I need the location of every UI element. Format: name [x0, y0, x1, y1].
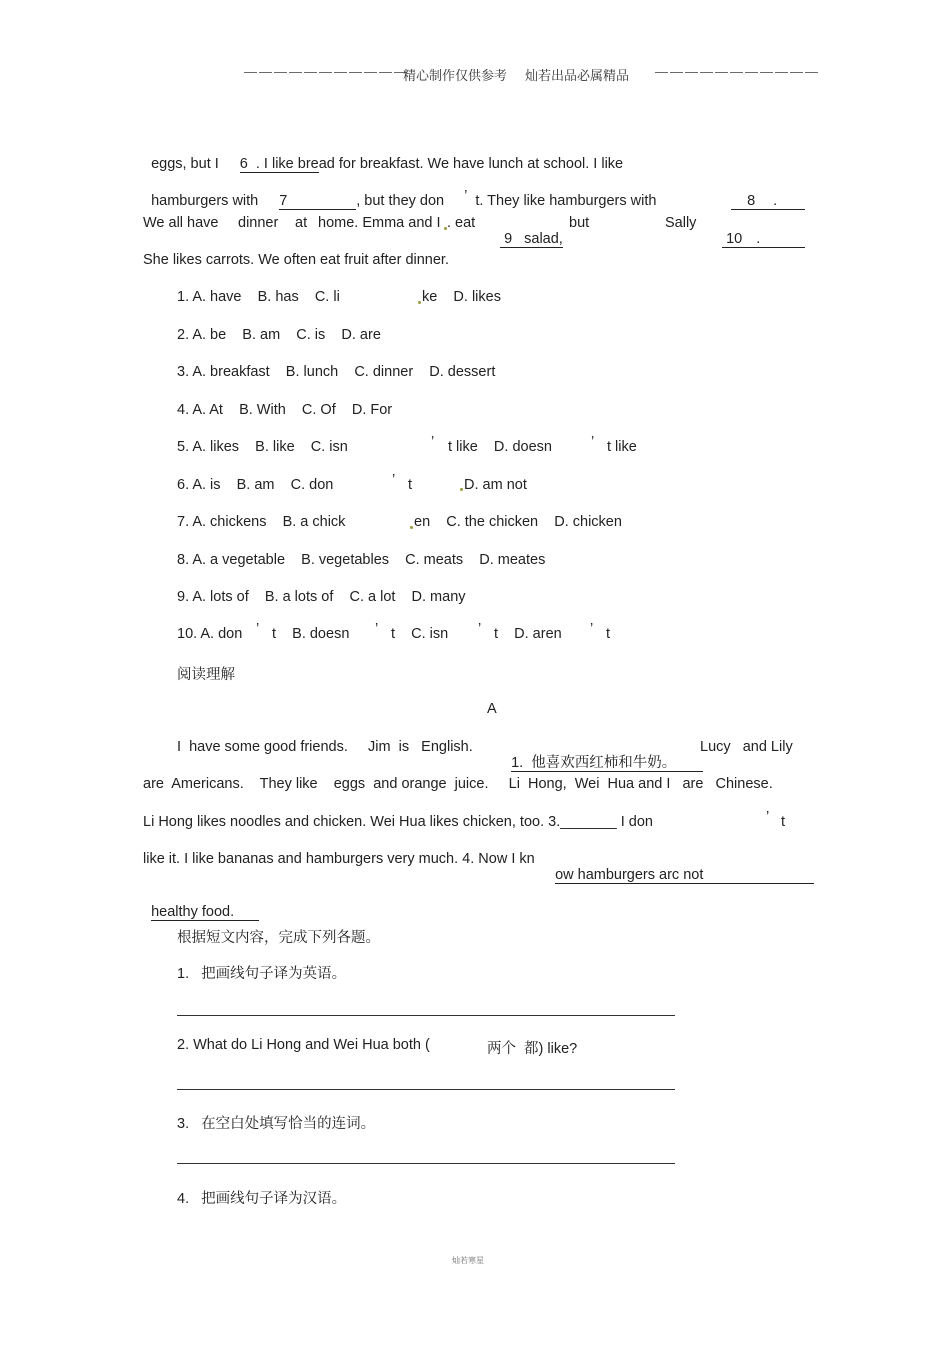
apostrophe: ’: [478, 621, 482, 637]
option-6-c: t: [408, 477, 413, 493]
option-5-c: t like D. doesn: [448, 439, 552, 455]
apostrophe: ’: [375, 621, 379, 637]
option-9: 9. A. lots of B. a lots of C. a lot D. many: [177, 589, 466, 605]
apostrophe: ’: [392, 472, 396, 488]
cloze-text: but: [569, 215, 590, 231]
apostrophe: ’: [766, 809, 770, 825]
ink-dot: [410, 526, 413, 529]
question-2: 2. What do Li Hong and Wei Hua both (: [177, 1037, 430, 1053]
question-2-cn: 两个 都) like?: [487, 1041, 578, 1057]
option-7-b: en C. the chicken D. chicken: [414, 514, 622, 530]
header-dashes-right: ———————————: [655, 64, 820, 79]
option-1-a: 1. A. have B. has C. li: [177, 289, 340, 305]
ink-dot: [418, 301, 421, 304]
underlined-sentence-4: ow hamburgers arc not: [555, 867, 814, 884]
apostrophe: ’: [464, 188, 468, 204]
passage-label: A: [487, 701, 497, 717]
option-1-b: ke D. likes: [422, 289, 501, 305]
question-1: 1. 把画线句子译为英语。: [177, 966, 347, 982]
passage-text: I have some good friends. Jim is English.: [177, 739, 473, 755]
footer-text: 灿若寒星: [452, 1256, 484, 1265]
apostrophe: ’: [591, 434, 595, 450]
passage-text: Lucy and Lily: [700, 739, 793, 755]
question-3: 3. 在空白处填写恰当的连词。: [177, 1116, 376, 1132]
option-10-c: t B. doesn: [272, 626, 350, 642]
cloze-text-underlined: . I like bre: [255, 156, 319, 172]
option-6-d: D. am not: [464, 477, 527, 493]
cloze-line-4: She likes carrots. We often eat fruit after dinner.: [143, 252, 449, 268]
section-heading: 阅读理解: [177, 667, 235, 683]
blank-9: 9 salad,: [500, 231, 563, 248]
option-10-i: t: [606, 626, 611, 642]
option-2: 2. A. be B. am C. is D. are: [177, 327, 381, 343]
apostrophe: ’: [256, 621, 260, 637]
header-text-left: 精心制作仅供参考: [403, 68, 508, 83]
underlined-sentence-4-cont-wrap: [143, 888, 259, 921]
cloze-line-1: [143, 140, 623, 173]
blank-10-wrap: [714, 215, 805, 248]
ink-dot: [460, 488, 463, 491]
cloze-text: . eat: [447, 215, 476, 231]
cloze-text: ad for breakfast. We have lunch at school. I like: [318, 156, 624, 172]
cloze-text: , but they don: [356, 193, 445, 209]
blank-8-wrap: [723, 177, 805, 210]
option-6-a: 6. A. is B. am C. don: [177, 477, 334, 493]
apostrophe: ’: [431, 434, 435, 450]
cloze-text: Sally: [665, 215, 697, 231]
option-8: 8. A. a vegetable B. vegetables C. meats D. meates: [177, 552, 546, 568]
underlined-sentence-1-wrap: [503, 739, 703, 772]
underlined-sentence-4-wrap: [547, 851, 814, 884]
passage-text: Li Hong likes noodles and chicken. Wei Hua likes chicken, too. 3._______ I don: [143, 814, 653, 830]
blank-7: 7: [279, 193, 356, 210]
answer-line-3[interactable]: [177, 1163, 675, 1164]
header-dashes-left: ———————————: [244, 64, 409, 79]
option-10-g: t D. aren: [494, 626, 562, 642]
cloze-text: We all have: [143, 215, 219, 231]
cloze-text: dinner: [238, 215, 279, 231]
option-5-a: 5. A. likes B. like C. isn: [177, 439, 348, 455]
option-7-a: 7. A. chickens B. a chick: [177, 514, 346, 530]
underlined-sentence-4-cont: healthy food.: [151, 904, 259, 921]
passage-text: are Americans. They like eggs and orange juice. Li Hong, Wei Hua and I are Chinese.: [143, 776, 773, 792]
cloze-text: at: [295, 215, 308, 231]
cloze-line-2: [143, 177, 656, 210]
instruction: 根据短文内容，完成下列各题。: [177, 930, 380, 946]
cloze-text: t. They like hamburgers with: [475, 193, 657, 209]
answer-line-1[interactable]: [177, 1015, 675, 1016]
cloze-text: home. Emma and I: [318, 215, 441, 231]
question-4: 4. 把画线句子译为汉语。: [177, 1191, 347, 1207]
underlined-sentence-1: 1. 他喜欢西红柿和牛奶。: [511, 755, 703, 772]
header-text-right: 灿若出品必属精品: [525, 68, 630, 83]
apostrophe: ’: [590, 621, 594, 637]
option-10-a: 10. A. don: [177, 626, 243, 642]
blank-9-wrap: [492, 215, 563, 248]
blank-10: 10 .: [722, 231, 805, 248]
answer-line-2[interactable]: [177, 1089, 675, 1090]
cloze-text: eggs, but I: [151, 156, 219, 172]
option-5-e: t like: [607, 439, 637, 455]
option-10-e: t C. isn: [391, 626, 449, 642]
passage-text: t: [781, 814, 786, 830]
blank-8: 8 .: [731, 193, 805, 210]
cloze-text: hamburgers with: [151, 193, 259, 209]
blank-6: 6: [240, 156, 256, 173]
option-3: 3. A. breakfast B. lunch C. dinner D. dessert: [177, 364, 496, 380]
passage-text: like it. I like bananas and hamburgers very much. 4. Now I kn: [143, 851, 535, 867]
option-4: 4. A. At B. With C. Of D. For: [177, 402, 393, 418]
